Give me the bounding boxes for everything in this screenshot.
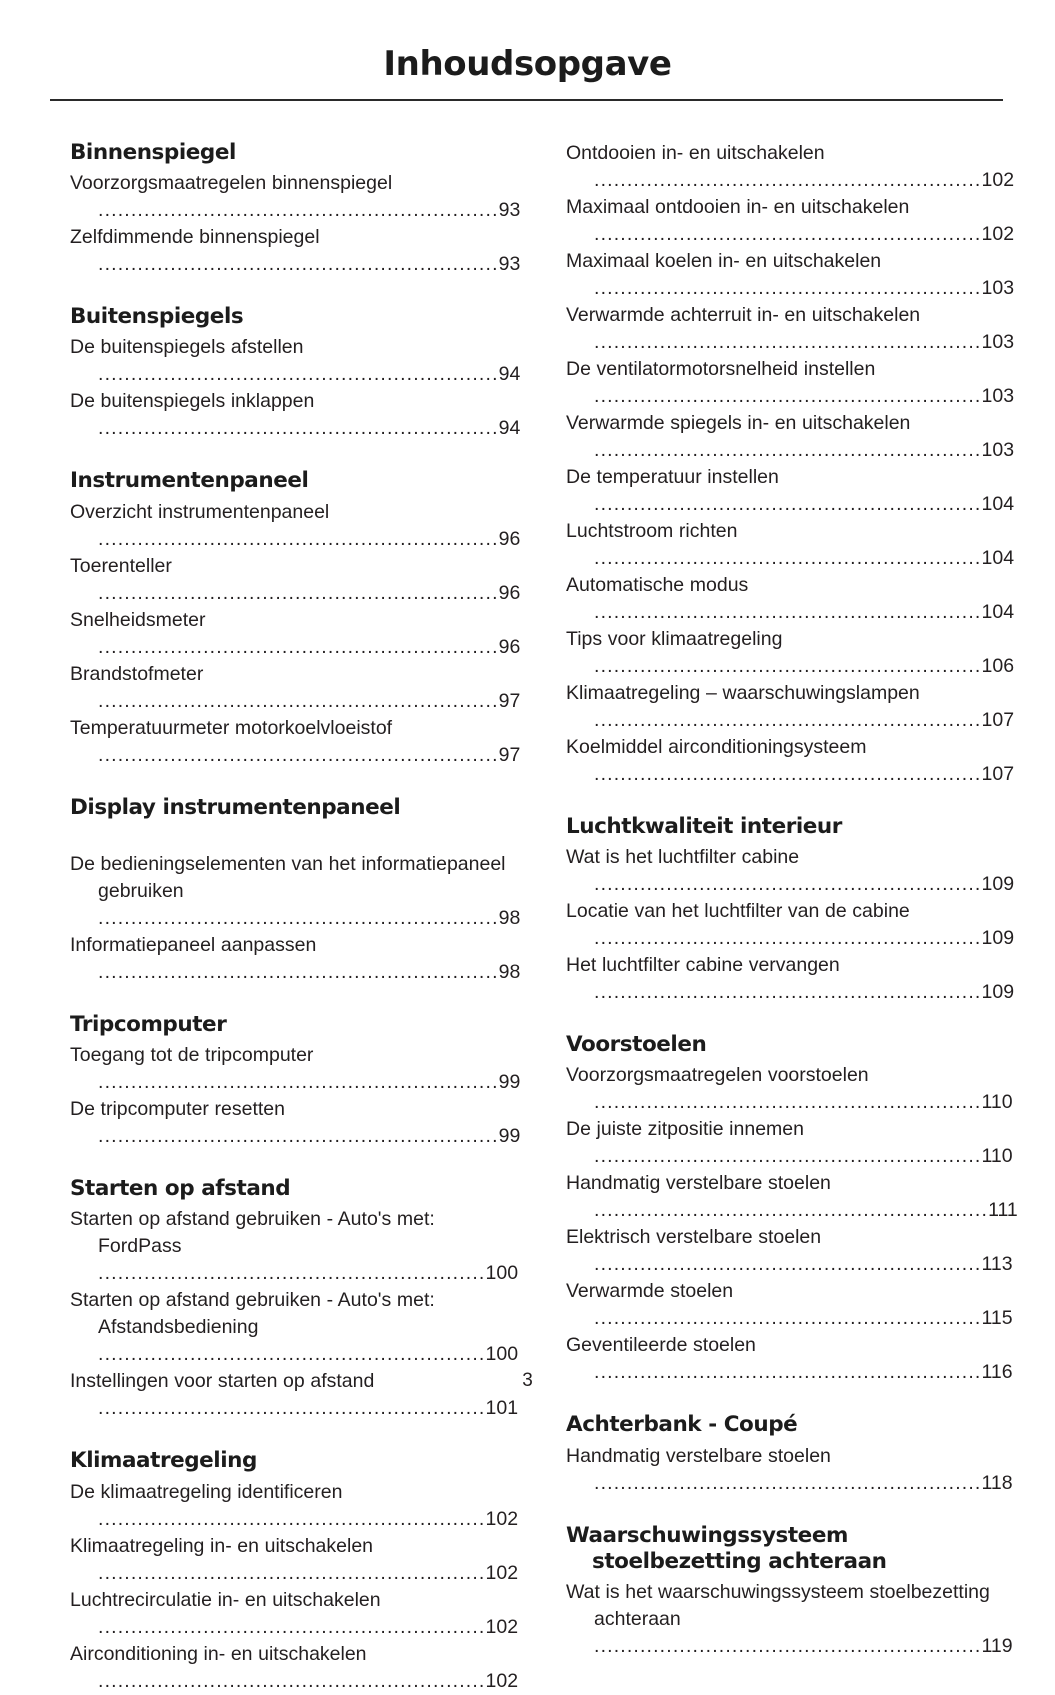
toc-entry-page: 94 bbox=[498, 363, 521, 386]
toc-entry-title: Maximaal koelen in- en uitschakelen bbox=[566, 250, 882, 272]
toc-entry-page: 103 bbox=[981, 385, 1015, 407]
toc-entry-title: Verwarmde spiegels in- en uitschakelen bbox=[566, 412, 911, 434]
toc-leader-dots: ........................................................... bbox=[98, 1397, 486, 1420]
toc-entry-page: 119 bbox=[981, 1635, 1013, 1658]
toc-entry-title: De ventilatormotorsnelheid instellen bbox=[566, 358, 876, 380]
toc-leader-dots: ............................................................. bbox=[98, 363, 499, 386]
toc-entry-title: De buitenspiegels afstellen bbox=[70, 336, 304, 359]
toc-entry-title: Het luchtfilter cabine vervangen bbox=[566, 954, 840, 977]
toc-leader-dots: ........................................................... bbox=[594, 655, 982, 677]
toc-leader-dots: ........................................................... bbox=[594, 493, 982, 515]
toc-section bbox=[566, 814, 1018, 1006]
toc-entry[interactable] bbox=[70, 334, 522, 388]
toc-leader-dots: ........................................................... bbox=[594, 1091, 982, 1114]
toc-entry-title: Overzicht instrumentenpaneel bbox=[70, 500, 330, 523]
toc-entry-page: 109 bbox=[981, 873, 1015, 896]
toc-leader-dots: ............................................................. bbox=[98, 906, 499, 929]
toc-entry[interactable] bbox=[70, 388, 522, 442]
toc-entry[interactable] bbox=[566, 1116, 1018, 1170]
toc-entry[interactable] bbox=[70, 715, 522, 769]
toc-entry-title: Brandstofmeter bbox=[70, 662, 204, 685]
toc-entry-title: Wat is het luchtfilter cabine bbox=[566, 846, 800, 869]
toc-entry[interactable] bbox=[566, 1170, 1018, 1224]
toc-entry-title: De temperatuur instellen bbox=[566, 466, 779, 488]
toc-leader-dots: ........................................................... bbox=[594, 709, 982, 731]
toc-leader-dots: ............................................................. bbox=[98, 253, 499, 276]
section-heading: Waarschuwingssysteem stoelbezetting achteraan bbox=[566, 1522, 887, 1574]
toc-entry-page: 104 bbox=[981, 547, 1015, 569]
toc-section bbox=[566, 1412, 1018, 1496]
toc-leader-dots: ........................................................... bbox=[594, 223, 982, 245]
section-heading: Binnenspiegel bbox=[70, 140, 236, 165]
toc-entry-page: 110 bbox=[981, 1145, 1013, 1168]
toc-entry[interactable] bbox=[566, 140, 1018, 194]
toc-entry-title: Ontdooien in- en uitschakelen bbox=[566, 142, 825, 164]
section-heading: Buitenspiegels bbox=[70, 304, 244, 330]
toc-entry-title: Wat is het waarschuwingssysteem stoelbezetting achteraan bbox=[566, 1581, 990, 1631]
toc-entry-title: Handmatig verstelbare stoelen bbox=[566, 1444, 831, 1467]
toc-leader-dots: ........................................................... bbox=[98, 1561, 486, 1584]
toc-entry-title: De klimaatregeling identificeren bbox=[70, 1480, 343, 1503]
toc-entry[interactable] bbox=[566, 1443, 1018, 1497]
toc-entry-title: Geventileerde stoelen bbox=[566, 1334, 756, 1357]
toc-leader-dots: ........................................................... bbox=[594, 1253, 982, 1276]
toc-leader-dots: ........................................................... bbox=[594, 1145, 982, 1168]
toc-leader-dots: ........................................................... bbox=[98, 1262, 486, 1285]
page-number: 3 bbox=[522, 1370, 533, 1391]
section-heading: Tripcomputer bbox=[70, 1011, 227, 1037]
page-title: Inhoudsopgave bbox=[383, 44, 672, 84]
toc-entry-title: Informatiepaneel aanpassen bbox=[70, 933, 317, 956]
toc-leader-dots: ............................................................. bbox=[98, 1125, 499, 1148]
toc-leader-dots: ............................................................. bbox=[98, 635, 499, 658]
toc-entry[interactable] bbox=[70, 170, 522, 224]
toc-entry[interactable] bbox=[566, 302, 1018, 356]
toc-entry-page: 100 bbox=[485, 1262, 519, 1285]
section-heading: Klimaatregeling bbox=[70, 1448, 257, 1474]
toc-leader-dots: ........................................................... bbox=[594, 1307, 982, 1330]
toc-section bbox=[566, 1523, 1018, 1660]
toc-entry-page: 103 bbox=[981, 439, 1015, 461]
toc-entry-title: Verwarmde achterruit in- en uitschakelen bbox=[566, 304, 921, 326]
toc-entry[interactable] bbox=[70, 607, 522, 661]
toc-entry-title: Temperatuurmeter motorkoelvloeistof bbox=[70, 716, 393, 739]
header-divider bbox=[50, 99, 1003, 101]
toc-entry-title: Maximaal ontdooien in- en uitschakelen bbox=[566, 196, 910, 218]
section-heading: Starten op afstand bbox=[70, 1176, 291, 1202]
toc-entry[interactable] bbox=[70, 1587, 522, 1641]
toc-entry[interactable] bbox=[566, 248, 1018, 302]
toc-entry[interactable] bbox=[70, 1096, 522, 1150]
toc-entry-page: 98 bbox=[498, 960, 521, 983]
toc-leader-dots: ........................................................... bbox=[98, 1343, 486, 1366]
toc-section bbox=[70, 1012, 522, 1150]
toc-entry[interactable] bbox=[70, 553, 522, 607]
toc-leader-dots: ........................................................... bbox=[594, 385, 982, 407]
toc-leader-dots: ........................................................... bbox=[98, 1507, 486, 1530]
toc-entry[interactable] bbox=[566, 680, 1018, 734]
toc-entry-page: 102 bbox=[485, 1669, 519, 1692]
toc-column-right bbox=[566, 140, 1018, 1660]
toc-leader-dots: ............................................................. bbox=[98, 689, 499, 712]
toc-column-left bbox=[70, 140, 522, 1695]
toc-entry-page: 100 bbox=[485, 1343, 519, 1366]
toc-entry[interactable] bbox=[566, 1278, 1018, 1332]
toc-section bbox=[566, 1032, 1018, 1386]
toc-section bbox=[70, 140, 522, 278]
toc-entry[interactable] bbox=[70, 499, 522, 553]
toc-leader-dots: ............................................................. bbox=[98, 199, 499, 222]
section-heading: Achterbank - Coupé bbox=[566, 1412, 798, 1438]
toc-entry-page: 109 bbox=[981, 927, 1015, 950]
toc-entry[interactable] bbox=[70, 1533, 522, 1587]
toc-entry-page: 96 bbox=[498, 581, 521, 604]
toc-entry[interactable] bbox=[566, 464, 1018, 518]
toc-leader-dots: ........................................................... bbox=[98, 1669, 486, 1692]
toc-entry-title: Koelmiddel airconditioningsysteem bbox=[566, 736, 867, 758]
toc-entry[interactable] bbox=[70, 661, 522, 715]
toc-entry-page: 102 bbox=[485, 1561, 519, 1584]
toc-entry[interactable] bbox=[566, 1062, 1018, 1116]
toc-entry[interactable] bbox=[566, 410, 1018, 464]
toc-entry-title: Zelfdimmende binnenspiegel bbox=[70, 226, 320, 249]
section-heading: Instrumentenpaneel bbox=[70, 468, 309, 494]
toc-leader-dots: ............................................................. bbox=[98, 960, 499, 983]
toc-entry-page: 96 bbox=[498, 527, 521, 550]
toc-leader-dots: ........................................................... bbox=[594, 601, 982, 623]
toc-entry-title: Luchtstroom richten bbox=[566, 520, 738, 542]
toc-entry[interactable] bbox=[566, 518, 1018, 572]
toc-entry-page: 99 bbox=[498, 1125, 521, 1148]
toc-entry[interactable] bbox=[566, 844, 1018, 898]
toc-entry-page: 116 bbox=[981, 1361, 1013, 1384]
toc-entry[interactable] bbox=[566, 194, 1018, 248]
toc-section bbox=[70, 1448, 522, 1694]
toc-entry-title: Tips voor klimaatregeling bbox=[566, 628, 783, 650]
toc-entry-title: Verwarmde stoelen bbox=[566, 1280, 734, 1303]
toc-entry-page: 102 bbox=[485, 1507, 519, 1530]
toc-entry-title: Snelheidsmeter bbox=[70, 608, 206, 631]
toc-entry-page: 103 bbox=[981, 277, 1015, 299]
toc-entry-page: 102 bbox=[981, 169, 1015, 191]
toc-entry[interactable] bbox=[566, 898, 1018, 952]
toc-entry-page: 97 bbox=[498, 689, 521, 712]
toc-leader-dots: ........................................................... bbox=[594, 277, 982, 299]
toc-entry-title: Voorzorgsmaatregelen voorstoelen bbox=[566, 1064, 869, 1087]
toc-entry-title: De tripcomputer resetten bbox=[70, 1098, 285, 1121]
toc-entry-page: 99 bbox=[498, 1071, 521, 1094]
toc-entry[interactable] bbox=[70, 1206, 522, 1287]
toc-entry-page: 106 bbox=[981, 655, 1015, 677]
toc-entry-title: Starten op afstand gebruiken - Auto's met: Afstandsbediening bbox=[70, 1289, 435, 1339]
toc-entry-title: Instellingen voor starten op afstand bbox=[70, 1370, 375, 1393]
toc-entry-title: De bedieningselementen van het informatiepaneel gebruiken bbox=[70, 852, 506, 902]
toc-entry[interactable] bbox=[566, 1224, 1018, 1278]
toc-entry-title: De buitenspiegels inklappen bbox=[70, 390, 315, 413]
toc-entry-title: Voorzorgsmaatregelen binnenspiegel bbox=[70, 172, 393, 195]
toc-entry-page: 94 bbox=[498, 417, 521, 440]
toc-entry-title: Toerenteller bbox=[70, 554, 172, 577]
toc-entry-page: 118 bbox=[981, 1471, 1013, 1494]
section-heading: Display instrumentenpaneel bbox=[70, 794, 401, 820]
toc-entry-page: 104 bbox=[981, 601, 1015, 623]
toc-leader-dots: ........................................................... bbox=[594, 981, 982, 1004]
toc-entry[interactable] bbox=[70, 224, 522, 278]
toc-entry-title: Toegang tot de tripcomputer bbox=[70, 1044, 314, 1067]
toc-leader-dots: ........................................................... bbox=[594, 439, 982, 461]
toc-entry-page: 104 bbox=[981, 493, 1015, 515]
toc-entry[interactable] bbox=[70, 1479, 522, 1533]
toc-entry-page: 110 bbox=[981, 1091, 1013, 1114]
toc-leader-dots: ............................................................. bbox=[98, 743, 499, 766]
toc-entry-page: 111 bbox=[988, 1199, 1018, 1222]
toc-leader-dots: ........................................................... bbox=[594, 763, 982, 785]
toc-entry-page: 98 bbox=[498, 906, 521, 929]
toc-entry-page: 101 bbox=[485, 1397, 519, 1420]
toc-entry-page: 109 bbox=[981, 981, 1015, 1004]
toc-leader-dots: ........................................................... bbox=[594, 331, 982, 353]
toc-entry-title: Klimaatregeling in- en uitschakelen bbox=[70, 1534, 374, 1557]
toc-entry-title: Handmatig verstelbare stoelen bbox=[566, 1172, 831, 1195]
toc-entry[interactable] bbox=[566, 952, 1018, 1006]
toc-entry-page: 107 bbox=[981, 709, 1015, 731]
toc-leader-dots: ........................................................... bbox=[594, 1471, 982, 1494]
toc-leader-dots: ........................................................... bbox=[594, 927, 982, 950]
toc-entry-page: 97 bbox=[498, 743, 521, 766]
toc-leader-dots: ............................................................. bbox=[98, 1071, 499, 1094]
toc-section bbox=[70, 468, 522, 768]
toc-entry-title: Starten op afstand gebruiken - Auto's met: FordPass bbox=[70, 1208, 435, 1258]
toc-leader-dots: ........................................................... bbox=[98, 1615, 486, 1638]
toc-entry[interactable] bbox=[566, 572, 1018, 626]
toc-entry-page: 93 bbox=[498, 199, 521, 222]
toc-entry-title: Luchtrecirculatie in- en uitschakelen bbox=[70, 1588, 381, 1611]
toc-entry-page: 107 bbox=[981, 763, 1015, 785]
toc-leader-dots: ........................................................... bbox=[594, 169, 982, 191]
toc-entry-page: 103 bbox=[981, 331, 1015, 353]
toc-section bbox=[70, 304, 522, 442]
toc-entry-page: 102 bbox=[981, 223, 1015, 245]
toc-leader-dots: ........................................................... bbox=[594, 1361, 982, 1384]
toc-entry-page: 113 bbox=[981, 1253, 1013, 1276]
toc-entry[interactable] bbox=[70, 1287, 522, 1368]
section-heading: Voorstoelen bbox=[566, 1032, 707, 1058]
toc-leader-dots: ............................................................ bbox=[594, 1199, 989, 1222]
toc-entry-title: De juiste zitpositie innemen bbox=[566, 1118, 804, 1141]
toc-entry[interactable] bbox=[70, 1042, 522, 1096]
toc-entry[interactable] bbox=[566, 734, 1018, 788]
toc-section bbox=[70, 795, 522, 986]
toc-leader-dots: ........................................................... bbox=[594, 547, 982, 569]
toc-leader-dots: ............................................................. bbox=[98, 417, 499, 440]
toc-entry-title: Elektrisch verstelbare stoelen bbox=[566, 1226, 822, 1249]
toc-entry-title: Airconditioning in- en uitschakelen bbox=[70, 1642, 367, 1665]
section-heading: Luchtkwaliteit interieur bbox=[566, 814, 842, 839]
toc-entry-title: Locatie van het luchtfilter van de cabine bbox=[566, 900, 910, 923]
toc-entry-title: Klimaatregeling – waarschuwingslampen bbox=[566, 682, 920, 704]
toc-entry-page: 115 bbox=[981, 1307, 1013, 1330]
toc-leader-dots: ........................................................... bbox=[594, 1635, 982, 1658]
toc-entry[interactable] bbox=[70, 932, 522, 986]
toc-leader-dots: ........................................................... bbox=[594, 873, 982, 896]
toc-entry-page: 96 bbox=[498, 635, 521, 658]
toc-entry-page: 102 bbox=[485, 1615, 519, 1638]
toc-entry[interactable] bbox=[566, 1579, 1018, 1660]
toc-entry[interactable] bbox=[566, 356, 1018, 410]
toc-entry[interactable] bbox=[70, 1641, 522, 1695]
toc-entry-title: Automatische modus bbox=[566, 574, 749, 596]
toc-section bbox=[566, 140, 1018, 788]
toc-entry-page: 93 bbox=[498, 253, 521, 276]
toc-entry[interactable] bbox=[70, 851, 522, 932]
toc-leader-dots: ............................................................. bbox=[98, 581, 499, 604]
toc-leader-dots: ............................................................. bbox=[98, 527, 499, 550]
toc-entry[interactable] bbox=[566, 626, 1018, 680]
